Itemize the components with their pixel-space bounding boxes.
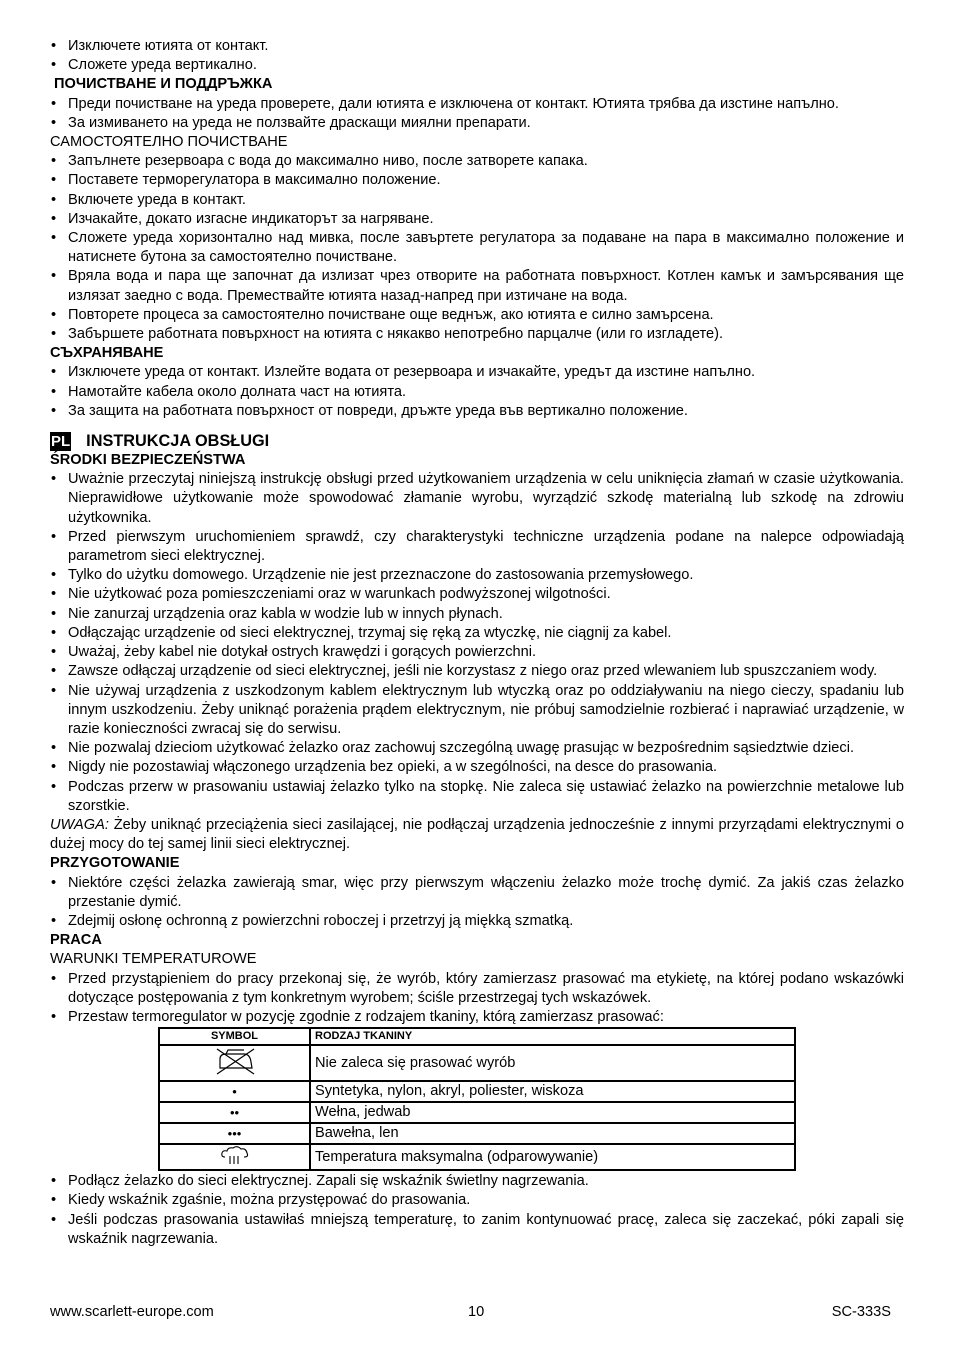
note-text: Żeby uniknąć przeciążenia sieci zasilającej, nie podłączaj urządzenia jednocześnie z innymi przyrządami elektrycznymi o dużej mocy do tej samej linii sieci elektrycznej. bbox=[50, 816, 904, 853]
storage-list bbox=[50, 363, 904, 421]
note-label: UWAGA: bbox=[50, 816, 109, 833]
list-item: • Przed przystąpieniem do pracy przekonaj się, że wyrób, który zamierzasz prasować ma etykietę, na której podano wskazówki dotyczące postępowania z tym konkretnym wyrobem; ściśle przestrzegaj tych wskazówek. bbox=[50, 970, 904, 1008]
table-row bbox=[159, 1123, 795, 1144]
list-item: • Вряла вода и пара ще започнат да излизат чрез отворите на работната повърхност. Котлен камък и замърсявания ще излязат заедно с вода. Премествайте ютията назад-напред при изтичане на вода. bbox=[50, 267, 904, 305]
prep-list bbox=[50, 874, 904, 932]
symbol-cell bbox=[159, 1144, 310, 1170]
list-item: • Изключете ютията от контакт. bbox=[50, 37, 904, 56]
fabric-cell: Syntetyka, nylon, akryl, poliester, wiskoza bbox=[310, 1081, 795, 1102]
list-item: • Przestaw termoregulator w pozycję zgodnie z rodzajem tkaniny, którą zamierzasz prasować: bbox=[50, 1008, 904, 1027]
storage-heading: СЪХРАНЯВАНЕ bbox=[50, 345, 164, 362]
list-item: • Сложете уреда хоризонтално над мивка, после завъртете регулатора за подаване на пара в максимално положение и натиснете бутона за самостоятелно почистване. bbox=[50, 229, 904, 267]
safety-heading: ŚRODKI BEZPIECZEŃSTWA bbox=[50, 452, 246, 469]
footer-website: www.scarlett-europe.com bbox=[50, 1304, 214, 1320]
list-item: • Включете уреда в контакт. bbox=[50, 191, 904, 210]
symbol-cell bbox=[159, 1045, 310, 1081]
list-item: • Изчакайте, докато изгасне индикаторът за нагряване. bbox=[50, 210, 904, 229]
list-item: • Nie pozwalaj dzieciom użytkować żelazko oraz zachowuj szczególną uwagę prasując w bezpośrednim sąsiedztwie dzieci. bbox=[50, 739, 904, 758]
symbol-cell: • bbox=[159, 1081, 310, 1102]
work-heading: PRACA bbox=[50, 932, 102, 949]
no-iron-icon bbox=[214, 1046, 256, 1076]
list-item: • Odłączając urządzenie od sieci elektrycznej, trzymaj się ręką za wtyczkę, nie ciągnij za kabel. bbox=[50, 624, 904, 643]
column-header-symbol: SYMBOL bbox=[159, 1028, 310, 1045]
list-item: • Повторете процеса за самостоятелно почистване още веднъж, ако ютията е силно замърсена. bbox=[50, 306, 904, 325]
fabric-temperature-table bbox=[158, 1027, 796, 1171]
pl-title: INSTRUKCJA OBSŁUGI bbox=[86, 432, 270, 451]
safety-list bbox=[50, 470, 904, 816]
table-row bbox=[159, 1102, 795, 1123]
list-item: • Намотайте кабела около долната част на ютията. bbox=[50, 383, 904, 402]
prep-heading: PRZYGOTOWANIE bbox=[50, 855, 180, 872]
list-item: • Niektóre części żelazka zawierają smar, więc przy pierwszym włączeniu żelazko może trochę dymić. Za jakiś czas żelazko przestanie dymić. bbox=[50, 874, 904, 912]
symbol-cell: •• bbox=[159, 1102, 310, 1123]
list-item: • За измиването на уреда не ползвайте драскащи миялни препарати. bbox=[50, 114, 904, 133]
list-item: • Запълнете резервоара с вода до максимално ниво, после затворете капака. bbox=[50, 152, 904, 171]
fabric-cell: Wełna, jedwab bbox=[310, 1102, 795, 1123]
table-row bbox=[159, 1045, 795, 1081]
footer-model: SC-333S bbox=[831, 1304, 891, 1320]
bg-top-list bbox=[50, 37, 904, 75]
list-item: • Изключете уреда от контакт. Излейте водата от резервоара и изчакайте, уредът да изстине напълно. bbox=[50, 363, 904, 382]
list-item: • Nie zanurzaj urządzenia oraz kabla w wodzie lub w innych płynach. bbox=[50, 605, 904, 624]
warning-note bbox=[50, 816, 904, 854]
list-item: • Jeśli podczas prasowania ustawiłaś mniejszą temperaturę, to zanim kontynuować pracę, zaleca się zaczekać, póki zapali się wskaźnik nagrzewania. bbox=[50, 1211, 904, 1249]
list-item: • Podczas przerw w prasowaniu ustawiaj żelazko tylko na stopkę. Nie zaleca się ustawiać żelazko na powierzchnie metalowe lub szorstkie. bbox=[50, 778, 904, 816]
list-item: • Nie użytkować poza pomieszczeniami oraz w warunkach podwyższonej wilgotności. bbox=[50, 585, 904, 604]
fabric-cell: Temperatura maksymalna (odparowywanie) bbox=[310, 1144, 795, 1170]
list-item: • Kiedy wskaźnik zgaśnie, można przystępować do prasowania. bbox=[50, 1191, 904, 1210]
cleaning-list bbox=[50, 95, 904, 133]
list-item: • Nie używaj urządzenia z uszkodzonym kablem elektrycznym lub wtyczką oraz po oddziaływaniu na niego cieczy, spadaniu lub innym uszkodzeniu. Żeby uniknąć porażenia prądem elektrycznym, nie próbuj samodzielnie rozbierać i naprawiać urządzenie, w razie konieczności zwracaj się do serwisu. bbox=[50, 682, 904, 740]
list-item: • Uważnie przeczytaj niniejszą instrukcję obsługi przed użytkowaniem urządzenia w celu uniknięcia złamań w czasie użytkowania. Nieprawidłowe użytkowanie może spowodować złamanie wyrobu, wyrządzić szkodę materialną lub szkodę na zdrowiu użytkownika. bbox=[50, 470, 904, 528]
list-item: • Nigdy nie pozostawiaj włączonego urządzenia bez opieki, a w szególności, na desce do prasowania. bbox=[50, 758, 904, 777]
list-item: • Поставете терморегулатора в максимално положение. bbox=[50, 171, 904, 190]
list-item: • Zdejmij osłonę ochronną z powierzchni roboczej i przetrzyj ją miękką szmatką. bbox=[50, 912, 904, 931]
fabric-cell: Nie zaleca się prasować wyrób bbox=[310, 1045, 795, 1081]
list-item: • Zawsze odłączaj urządzenie od sieci elektrycznej, jeśli nie korzystasz z niego oraz przed wlewaniem lub spuszczaniem wody. bbox=[50, 662, 904, 681]
steam-icon bbox=[220, 1145, 250, 1165]
table-header-row bbox=[159, 1028, 795, 1045]
list-item: • Преди почистване на уреда проверете, дали ютията е изключена от контакт. Ютията трябва да изстине напълно. bbox=[50, 95, 904, 114]
cleaning-heading: ПОЧИСТВАНЕ И ПОДДРЪЖКА bbox=[54, 76, 273, 93]
list-item: • Сложете уреда вертикално. bbox=[50, 56, 904, 75]
language-badge: PL bbox=[51, 432, 71, 450]
list-item: • Tylko do użytku domowego. Urządzenie nie jest przeznaczone do zastosowania przemysłowego. bbox=[50, 566, 904, 585]
list-item: • Забършете работната повърхност на ютията с някакво непотребно парцалче (или го изгладете). bbox=[50, 325, 904, 344]
table-row bbox=[159, 1144, 795, 1170]
self-clean-list bbox=[50, 152, 904, 344]
column-header-fabric: RODZAJ TKANINY bbox=[310, 1028, 795, 1045]
pl-section-title bbox=[50, 431, 904, 451]
temp-heading: WARUNKI TEMPERATUROWE bbox=[50, 951, 257, 968]
document-page bbox=[50, 37, 904, 1249]
list-item: • Przed pierwszym uruchomieniem sprawdź, czy charakterystyki techniczne urządzenia podane na nalepce odpowiadają parametrom sieci elektrycznej. bbox=[50, 528, 904, 566]
footer-page-number: 10 bbox=[468, 1304, 485, 1320]
table-row bbox=[159, 1081, 795, 1102]
temp-list bbox=[50, 970, 904, 1028]
fabric-cell: Bawełna, len bbox=[310, 1123, 795, 1144]
self-clean-heading: САМОСТОЯТЕЛНО ПОЧИСТВАНЕ bbox=[50, 134, 288, 151]
list-item: • За защита на работната повърхност от повреди, дръжте уреда във вертикално положение. bbox=[50, 402, 904, 421]
list-item: • Podłącz żelazko do sieci elektrycznej. Zapali się wskaźnik świetlny nagrzewania. bbox=[50, 1172, 904, 1191]
symbol-cell: ••• bbox=[159, 1123, 310, 1144]
after-table-list bbox=[50, 1172, 904, 1249]
list-item: • Uważaj, żeby kabel nie dotykał ostrych krawędzi i gorących powierzchni. bbox=[50, 643, 904, 662]
